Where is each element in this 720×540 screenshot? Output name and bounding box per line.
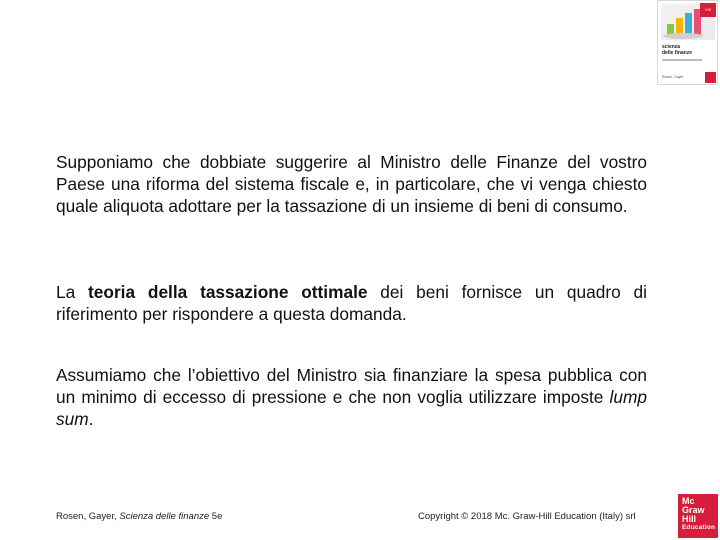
key-term-italic: lump sum (56, 387, 647, 429)
paragraph-text: dei beni fornisce un quadro di riferimento per rispondere a questa domanda. (56, 282, 647, 324)
paragraph-text: . (88, 409, 94, 429)
cover-footer-text: Rosen, Gayer (662, 75, 684, 79)
logo-line-hill: Hill (682, 514, 697, 524)
footer-edition: 5e (209, 511, 223, 522)
paragraph-intro: Supponiamo che dobbiate suggerire al Ministro delle Finanze del vostro Paese una riforma del sistema fiscale e, in particolare, che vi venga chiesto quale aliquota adottare per la tassazione di un insieme di beni di consumo. (56, 152, 647, 216)
book-cover-thumbnail (657, 0, 718, 85)
paragraph-assumption (56, 364, 647, 430)
logo-line-mc: Mc (682, 496, 695, 506)
footer-authors: Rosen, Gayer, (56, 511, 120, 522)
paragraph-text: La (56, 282, 89, 302)
cover-title-line2: delle finanze (662, 50, 693, 56)
footer-book-title: Scienza delle finanze (119, 511, 210, 522)
paragraph-optimal-taxation (56, 281, 647, 325)
paragraph-text: Assumiamo che l’obiettivo del Ministro sia finanziare la spesa pubblica con un minimo di eccesso di pressione e che non voglia utilizzare imposte (56, 365, 647, 407)
cover-badge: VIII (700, 3, 716, 17)
mcgraw-hill-logo (678, 494, 718, 538)
logo-line-education: Education (682, 524, 716, 531)
cover-title (662, 44, 692, 56)
key-term-bold: teoria della tassazione ottimale (88, 282, 368, 302)
footer-book-reference (56, 511, 222, 522)
cover-publisher-logo (705, 72, 716, 83)
cover-title-line1: scienza (662, 44, 681, 50)
logo-line-graw: Graw (682, 505, 705, 515)
footer-copyright: Copyright © 2018 Mc. Graw-Hill Education (Italy) srl (418, 511, 636, 522)
cover-subtitle-bar (662, 59, 702, 61)
